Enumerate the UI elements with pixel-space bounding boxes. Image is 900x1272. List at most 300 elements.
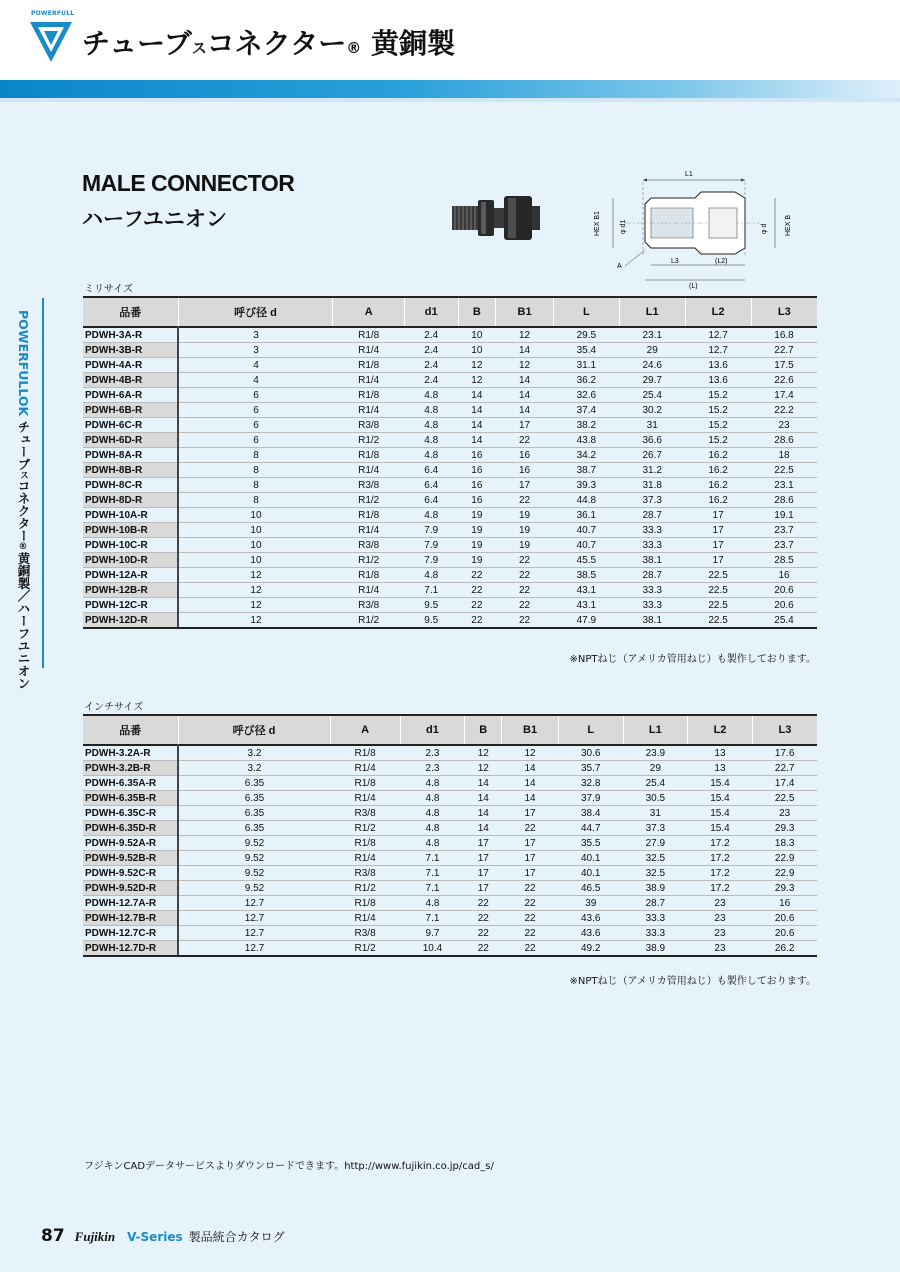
table-cell: 23 — [688, 941, 753, 957]
product-name-jp: ハーフユニオン — [82, 207, 227, 231]
table-cell: 40.1 — [558, 866, 623, 881]
table-cell: 14 — [465, 821, 502, 836]
part-number-cell: PDWH-12.7D-R — [83, 941, 178, 957]
table-cell: 18.3 — [752, 836, 817, 851]
column-header: L2 — [688, 715, 753, 745]
table-cell: 31 — [619, 418, 685, 433]
table-cell: 4.8 — [404, 403, 458, 418]
table-cell: 38.9 — [623, 881, 688, 896]
column-header: A — [333, 297, 404, 327]
part-number-cell: PDWH-4B-R — [83, 373, 178, 388]
table-cell: R1/4 — [333, 403, 404, 418]
part-number-cell: PDWH-10B-R — [83, 523, 178, 538]
column-header: L2 — [685, 297, 751, 327]
table-cell: 23.7 — [751, 538, 817, 553]
table-cell: 22 — [496, 613, 554, 629]
table-row — [83, 866, 817, 881]
table-row — [83, 568, 817, 583]
part-number-cell: PDWH-9.52D-R — [83, 881, 178, 896]
table-cell: 16 — [458, 463, 496, 478]
table-cell: 40.7 — [553, 523, 619, 538]
table-cell: 23.7 — [751, 523, 817, 538]
table-row — [83, 418, 817, 433]
table-cell: 26.2 — [752, 941, 817, 957]
table-cell: 3.2 — [178, 745, 330, 761]
table-cell: R1/8 — [333, 508, 404, 523]
table-cell: 16 — [496, 463, 554, 478]
table-cell: 19 — [496, 523, 554, 538]
product-name-en: MALE CONNECTOR — [82, 170, 295, 196]
table-cell: 24.6 — [619, 358, 685, 373]
label-l1: L1 — [685, 171, 693, 178]
table-cell: 37.9 — [558, 791, 623, 806]
catalog-title: 製品統合カタログ — [188, 1230, 285, 1244]
table-cell: 2.4 — [404, 343, 458, 358]
table-cell: 15.4 — [688, 806, 753, 821]
table-cell: 22.7 — [752, 761, 817, 776]
table-cell: 7.9 — [404, 523, 458, 538]
table-cell: 30.2 — [619, 403, 685, 418]
table-cell: 17.6 — [752, 745, 817, 761]
table-cell: 22.5 — [751, 463, 817, 478]
table-cell: 17 — [496, 478, 554, 493]
column-header: B1 — [496, 297, 554, 327]
table-cell: 16.2 — [685, 448, 751, 463]
table-cell: 10.4 — [400, 941, 465, 957]
table-cell: 4.8 — [400, 791, 465, 806]
table-cell: 28.6 — [751, 433, 817, 448]
table-cell: 12.7 — [178, 911, 330, 926]
part-number-cell: PDWH-9.52C-R — [83, 866, 178, 881]
table-row — [83, 478, 817, 493]
table-cell: 10 — [458, 327, 496, 343]
table-cell: 14 — [502, 791, 559, 806]
table-cell: 22 — [496, 583, 554, 598]
table-cell: 35.4 — [553, 343, 619, 358]
table-row — [83, 791, 817, 806]
table-cell: 15.2 — [685, 418, 751, 433]
table-cell: 6.4 — [404, 463, 458, 478]
table-cell: R1/8 — [330, 836, 400, 851]
table-cell: 37.3 — [619, 493, 685, 508]
side-text-2: コネクター — [16, 479, 31, 543]
table-cell: 47.9 — [553, 613, 619, 629]
table-cell: 16.8 — [751, 327, 817, 343]
table-cell: 4.8 — [400, 806, 465, 821]
table-cell: 15.2 — [685, 403, 751, 418]
title-part-3: 黄銅製 — [370, 27, 455, 60]
part-number-cell: PDWH-6A-R — [83, 388, 178, 403]
table-cell: 12 — [465, 745, 502, 761]
column-header: L1 — [619, 297, 685, 327]
table-cell: 22 — [502, 821, 559, 836]
table-cell: 43.8 — [553, 433, 619, 448]
table-cell: 2.4 — [404, 358, 458, 373]
table-cell: 14 — [502, 761, 559, 776]
table-cell: 2.3 — [400, 761, 465, 776]
label-phi-d1: φ d1 — [620, 219, 627, 234]
table-cell: 44.8 — [553, 493, 619, 508]
table-cell: 22.5 — [685, 613, 751, 629]
table-cell: 4 — [178, 358, 333, 373]
table-cell: 17.2 — [688, 851, 753, 866]
table-cell: 6.35 — [178, 776, 330, 791]
title-registered: ® — [346, 39, 362, 57]
table-row — [83, 538, 817, 553]
table-cell: 20.6 — [752, 926, 817, 941]
table-cell: 17 — [465, 881, 502, 896]
table-cell: 7.1 — [400, 911, 465, 926]
inch-size-table — [83, 714, 817, 957]
table-cell: 38.9 — [623, 941, 688, 957]
table-cell: 22 — [502, 911, 559, 926]
table-cell: 22 — [458, 598, 496, 613]
table-cell: 40.7 — [553, 538, 619, 553]
table-cell: 17.4 — [751, 388, 817, 403]
table-cell: 8 — [178, 478, 333, 493]
table-cell: 31.2 — [619, 463, 685, 478]
table-cell: 22.7 — [751, 343, 817, 358]
table-row — [83, 881, 817, 896]
table-cell: 22 — [502, 926, 559, 941]
table-cell: 46.5 — [558, 881, 623, 896]
table-cell: 17.2 — [688, 881, 753, 896]
table-cell: 2.4 — [404, 373, 458, 388]
table-cell: 4.8 — [404, 508, 458, 523]
table-cell: 8 — [178, 448, 333, 463]
table-row — [83, 448, 817, 463]
table-cell: 16 — [752, 896, 817, 911]
part-number-cell: PDWH-3.2B-R — [83, 761, 178, 776]
table-cell: 38.7 — [553, 463, 619, 478]
label-l3: L3 — [671, 258, 679, 265]
table-cell: 17 — [685, 553, 751, 568]
table-cell: 7.1 — [400, 881, 465, 896]
table-cell: R1/8 — [333, 327, 404, 343]
table-cell: 22 — [496, 598, 554, 613]
table-row — [83, 433, 817, 448]
table-cell: 10 — [178, 553, 333, 568]
part-number-cell: PDWH-12A-R — [83, 568, 178, 583]
table-cell: 37.3 — [623, 821, 688, 836]
table-cell: 3 — [178, 327, 333, 343]
table-cell: 14 — [496, 343, 554, 358]
table-cell: 6.4 — [404, 493, 458, 508]
table-cell: 29.5 — [553, 327, 619, 343]
table-cell: 15.4 — [688, 776, 753, 791]
table-cell: 32.8 — [558, 776, 623, 791]
table-cell: 4.8 — [400, 836, 465, 851]
part-number-cell: PDWH-8C-R — [83, 478, 178, 493]
table-cell: 35.7 — [558, 761, 623, 776]
table-cell: 9.52 — [178, 866, 330, 881]
table-cell: 49.2 — [558, 941, 623, 957]
table-cell: 12 — [178, 613, 333, 629]
table-cell: 12 — [178, 583, 333, 598]
table-cell: R1/4 — [330, 851, 400, 866]
table-cell: 12 — [178, 568, 333, 583]
table-cell: 10 — [178, 538, 333, 553]
product-photo — [450, 192, 542, 244]
table-cell: R1/4 — [330, 761, 400, 776]
table-cell: 17 — [502, 851, 559, 866]
table-cell: 28.7 — [619, 508, 685, 523]
header-stripe — [0, 80, 900, 98]
table-cell: R3/8 — [333, 598, 404, 613]
table-cell: 23 — [688, 896, 753, 911]
table-cell: 20.6 — [752, 911, 817, 926]
table-cell: 8 — [178, 463, 333, 478]
column-header: L — [553, 297, 619, 327]
table-cell: R1/2 — [333, 433, 404, 448]
table-cell: 23 — [688, 926, 753, 941]
table-cell: R3/8 — [333, 478, 404, 493]
table-cell: 22 — [502, 896, 559, 911]
table-cell: 14 — [458, 388, 496, 403]
part-number-cell: PDWH-9.52A-R — [83, 836, 178, 851]
part-number-cell: PDWH-8A-R — [83, 448, 178, 463]
table-cell: 36.6 — [619, 433, 685, 448]
table-cell: 25.4 — [623, 776, 688, 791]
table-cell: R3/8 — [330, 806, 400, 821]
table-cell: 35.5 — [558, 836, 623, 851]
dimension-drawing — [585, 162, 820, 292]
table-cell: R1/8 — [333, 358, 404, 373]
part-number-cell: PDWH-4A-R — [83, 358, 178, 373]
table-cell: R1/8 — [330, 745, 400, 761]
table-cell: R1/8 — [333, 568, 404, 583]
table-cell: 14 — [496, 403, 554, 418]
table-row — [83, 553, 817, 568]
table-cell: 17 — [502, 836, 559, 851]
table-cell: 17 — [685, 508, 751, 523]
table-cell: 23.1 — [751, 478, 817, 493]
mm-size-table — [83, 296, 817, 629]
table-cell: 14 — [502, 776, 559, 791]
table-cell: 23 — [751, 418, 817, 433]
table-cell: 22 — [458, 613, 496, 629]
table-cell: 12 — [465, 761, 502, 776]
table-cell: 38.5 — [553, 568, 619, 583]
table-cell: 22 — [502, 941, 559, 957]
table-cell: 4.8 — [404, 448, 458, 463]
part-number-cell: PDWH-12.7C-R — [83, 926, 178, 941]
table-cell: R1/4 — [333, 523, 404, 538]
table-cell: 45.5 — [553, 553, 619, 568]
table-cell: 14 — [465, 776, 502, 791]
table-row — [83, 926, 817, 941]
table-cell: 22 — [458, 583, 496, 598]
table-cell: 15.2 — [685, 388, 751, 403]
table-cell: 12.7 — [685, 327, 751, 343]
table-cell: 38.2 — [553, 418, 619, 433]
table-cell: 17 — [685, 538, 751, 553]
table-cell: 4.8 — [404, 568, 458, 583]
table-cell: R3/8 — [330, 866, 400, 881]
table-cell: 43.6 — [558, 926, 623, 941]
table-cell: R1/2 — [330, 881, 400, 896]
table-cell: 28.7 — [619, 568, 685, 583]
part-number-cell: PDWH-6.35B-R — [83, 791, 178, 806]
part-number-cell: PDWH-10D-R — [83, 553, 178, 568]
table-cell: 13 — [688, 745, 753, 761]
table-cell: 16 — [458, 493, 496, 508]
table-cell: 16.2 — [685, 478, 751, 493]
table-cell: 17 — [685, 523, 751, 538]
table-cell: 38.1 — [619, 553, 685, 568]
table-row — [83, 343, 817, 358]
table-cell: 8 — [178, 493, 333, 508]
table-cell: 19 — [458, 538, 496, 553]
title-part-2: コネクター — [206, 27, 347, 60]
table-cell: 22 — [465, 926, 502, 941]
table-cell: R1/4 — [330, 911, 400, 926]
table-cell: 3.2 — [178, 761, 330, 776]
table-cell: 22 — [496, 568, 554, 583]
table-cell: 16 — [458, 478, 496, 493]
label-phi-d: φ d — [761, 223, 768, 234]
table-cell: 9.52 — [178, 836, 330, 851]
table-cell: R3/8 — [333, 418, 404, 433]
table-cell: 4.8 — [404, 418, 458, 433]
table-cell: 10 — [178, 508, 333, 523]
table-cell: 7.9 — [404, 538, 458, 553]
label-l2: (L2) — [715, 258, 728, 265]
table-cell: 14 — [458, 433, 496, 448]
table-cell: 19 — [458, 523, 496, 538]
table-cell: 12 — [496, 327, 554, 343]
table-cell: 7.9 — [404, 553, 458, 568]
table-cell: 12.7 — [178, 896, 330, 911]
table-cell: 15.2 — [685, 433, 751, 448]
part-number-cell: PDWH-6.35D-R — [83, 821, 178, 836]
table-cell: 20.6 — [751, 598, 817, 613]
part-number-cell: PDWH-12.7A-R — [83, 896, 178, 911]
table-cell: 9.5 — [404, 613, 458, 629]
table-cell: 25.4 — [751, 613, 817, 629]
table-row — [83, 403, 817, 418]
column-header: B — [458, 297, 496, 327]
table-cell: 17 — [465, 851, 502, 866]
column-header: L3 — [752, 715, 817, 745]
table-row — [83, 523, 817, 538]
table-cell: 31.8 — [619, 478, 685, 493]
page-header — [0, 0, 900, 80]
table-cell: 22.5 — [685, 568, 751, 583]
table-cell: R1/2 — [333, 493, 404, 508]
table-cell: 22.5 — [685, 583, 751, 598]
table-cell: 4.8 — [400, 821, 465, 836]
cad-download-note: フジキンCADデータサービスよりダウンロードできます。http://www.fujikin.co.jp/cad_s/ — [84, 1161, 494, 1172]
label-hex-b: HEX B — [785, 214, 792, 236]
table-cell: 14 — [465, 791, 502, 806]
table-cell: 22.9 — [752, 851, 817, 866]
table-cell: 3 — [178, 343, 333, 358]
table-cell: 13 — [688, 761, 753, 776]
table-cell: 16 — [458, 448, 496, 463]
table-cell: 22.2 — [751, 403, 817, 418]
table-cell: 23.1 — [619, 327, 685, 343]
table-cell: 9.5 — [404, 598, 458, 613]
column-header: 呼び径 d — [178, 715, 330, 745]
mm-npt-note: ※NPTねじ（アメリカ管用ねじ）も製作しております。 — [569, 654, 816, 665]
table-cell: 15.4 — [688, 821, 753, 836]
table-cell: 40.1 — [558, 851, 623, 866]
logo-text: POWERFULL — [31, 10, 75, 17]
table-cell: 23 — [752, 806, 817, 821]
table-cell: 26.7 — [619, 448, 685, 463]
table-cell: 16.2 — [685, 493, 751, 508]
column-header: 呼び径 d — [178, 297, 333, 327]
table-cell: 4.8 — [400, 776, 465, 791]
table-cell: 12.7 — [685, 343, 751, 358]
table-cell: 18 — [751, 448, 817, 463]
table-row — [83, 851, 817, 866]
column-header: 品番 — [83, 715, 178, 745]
table-cell: 9.52 — [178, 881, 330, 896]
part-number-cell: PDWH-12.7B-R — [83, 911, 178, 926]
part-number-cell: PDWH-6C-R — [83, 418, 178, 433]
table-cell: 43.1 — [553, 598, 619, 613]
table-cell: 25.4 — [619, 388, 685, 403]
table-cell: 29 — [619, 343, 685, 358]
table-cell: 14 — [496, 373, 554, 388]
table-cell: 22.9 — [752, 866, 817, 881]
header-stripe-light — [0, 98, 900, 102]
table-cell: 19 — [496, 538, 554, 553]
side-brand: POWERFULLOK — [16, 310, 31, 417]
table-header-row — [83, 297, 817, 327]
table-cell: 38.4 — [558, 806, 623, 821]
table-cell: 22 — [465, 941, 502, 957]
table-cell: 12 — [502, 745, 559, 761]
table-cell: 17 — [502, 806, 559, 821]
table-cell: 16.2 — [685, 463, 751, 478]
table-cell: 12 — [458, 358, 496, 373]
side-text-small: ス — [18, 470, 28, 480]
table-cell: 27.9 — [623, 836, 688, 851]
table-cell: 37.4 — [553, 403, 619, 418]
column-header: d1 — [400, 715, 465, 745]
table-row — [83, 373, 817, 388]
table-cell: 28.6 — [751, 493, 817, 508]
table-cell: R1/8 — [330, 896, 400, 911]
part-number-cell: PDWH-8D-R — [83, 493, 178, 508]
table-cell: R1/2 — [330, 941, 400, 957]
table-cell: 28.5 — [751, 553, 817, 568]
table-cell: 23 — [688, 911, 753, 926]
label-l: (L) — [689, 283, 698, 290]
table-cell: 28.7 — [623, 896, 688, 911]
mm-section-label: ミリサイズ — [84, 284, 133, 295]
fujikin-logo: Fujikin — [74, 1229, 116, 1244]
column-header: L3 — [751, 297, 817, 327]
table-cell: 16 — [496, 448, 554, 463]
table-cell: 29.7 — [619, 373, 685, 388]
table-cell: 33.3 — [619, 523, 685, 538]
part-number-cell: PDWH-3.2A-R — [83, 745, 178, 761]
table-row — [83, 911, 817, 926]
page-number: 87 — [41, 1226, 65, 1246]
table-cell: 36.2 — [553, 373, 619, 388]
side-text-reg: ® — [18, 542, 28, 553]
table-cell: 39.3 — [553, 478, 619, 493]
table-cell: 7.1 — [400, 851, 465, 866]
page-footer — [41, 1226, 285, 1246]
table-cell: 6.4 — [404, 478, 458, 493]
table-cell: 10 — [178, 523, 333, 538]
table-cell: 4.8 — [404, 388, 458, 403]
